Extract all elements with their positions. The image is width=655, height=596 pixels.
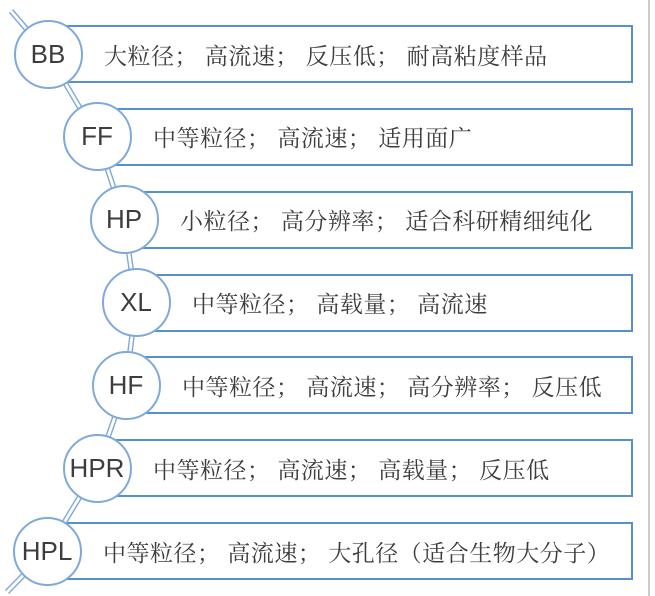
description-box [116,356,633,414]
description-text: 中等粒径； 高载量； 高流速 [192,291,488,317]
node-circle-xl [102,268,171,337]
description-text: 大粒径； 高流速； 反压低； 耐高粘度样品 [104,42,548,69]
node-label: FF [81,121,113,152]
node-circle-ff [63,102,132,171]
description-text: 小粒径； 高分辨率； 适合科研精细纯化 [180,208,594,235]
description-box [38,25,633,83]
node-label: HF [108,369,144,400]
description-box [114,191,633,249]
description-text: 中等粒径； 高流速； 大孔径（适合生物大分子） [103,539,611,566]
description-box [126,274,633,332]
node-label: HPR [69,452,125,483]
node-circle-hp [90,185,159,254]
node-circle-hpr [63,434,132,503]
description-box [37,522,633,580]
description-text: 中等粒径； 高流速； 高分辨率； 反压低 [182,373,603,400]
diagram-row-hpl [0,522,655,580]
node-label: BB [30,38,66,69]
description-text: 中等粒径； 高流速； 高载量； 反压低 [153,456,550,483]
node-label: HPL [21,535,73,566]
node-label: XL [120,287,152,317]
node-circle-bb [14,20,83,89]
node-label: HP [105,204,143,235]
description-box [87,108,633,166]
diagram-row-bb [0,25,655,83]
node-circle-hf [92,351,161,420]
description-text: 中等粒径； 高流速； 适用面广 [153,125,473,152]
node-circle-hpl [13,517,82,586]
description-box [87,439,633,497]
